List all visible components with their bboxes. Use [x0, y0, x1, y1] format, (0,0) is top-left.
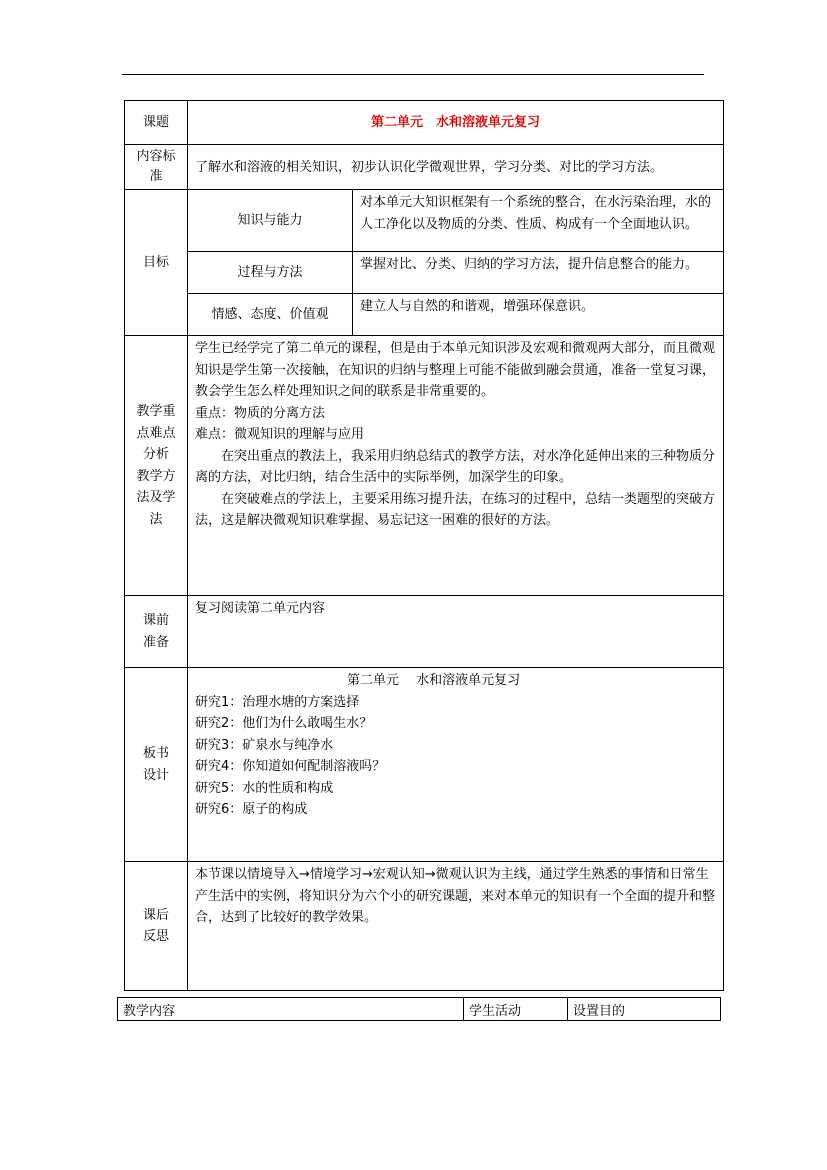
prep-text: 复习阅读第二单元内容 — [188, 596, 724, 668]
prep-label — [125, 596, 188, 668]
standard-text: 了解水和溶液的相关知识，初步认识化学微观世界，学习分类、对比的学习方法。 — [188, 145, 724, 190]
board-item: 研究2：他们为什么敢喝生水？ — [195, 716, 373, 731]
standard-label-line-2: 准 — [149, 169, 163, 184]
goal-name-process: 过程与方法 — [188, 252, 353, 294]
board-item: 研究5：水的性质和构成 — [195, 780, 334, 796]
activity-table-header — [117, 997, 721, 1021]
analysis-paragraph-1: 学生已经学完了第二单元的课程，但是由于本单元知识涉及宏观和微观两大部分，而且微观知识是学生第一次接触，在知识的归纳与整理上可能不能做到融会贯通，准备一堂复习课，教会学生怎么样处理知识之间的联系是非常重要的。 — [195, 341, 716, 399]
goal-row-2 — [125, 252, 724, 294]
goal-name-emotion: 情感、态度、价值观 — [188, 294, 353, 336]
board-content — [188, 668, 724, 862]
reflection-text: 本节课以情境导入→情境学习→宏观认知→微观认识为主线，通过学生熟悉的事情和日常生产生活中的实例，将知识分为六个小的研究课题，来对本单元的知识有一个全面的提升和整合，达到了比较好的教学效果。 — [188, 862, 724, 991]
board-label-line-2: 设计 — [142, 767, 169, 783]
analysis-label-line-6: 法 — [149, 511, 163, 527]
reflection-label-line-2: 反思 — [142, 929, 169, 944]
title-row — [125, 101, 724, 145]
goal-name-knowledge: 知识与能力 — [188, 190, 353, 252]
analysis-paragraph-2: 在突出重点的教法上，我采用归纳总结式的教学方法，对水净化延伸出来的三种物质分离的方法，对比归纳，结合生活中的实际举例，加深学生的印象。 — [195, 448, 716, 485]
student-activity-header: 学生活动 — [464, 998, 568, 1021]
analysis-content — [188, 336, 724, 596]
reflection-label-line-1: 课后 — [142, 907, 169, 923]
analysis-label-line-2: 点难点 — [136, 425, 176, 441]
board-label — [125, 668, 188, 862]
analysis-difficulty: 难点：微观知识的理解与应用 — [195, 427, 365, 442]
board-heading: 第二单元 水和溶液单元复习 — [346, 673, 521, 688]
standard-label — [125, 145, 188, 190]
header-rule — [122, 74, 704, 75]
teaching-content-header: 教学内容 — [118, 998, 464, 1021]
lesson-plan-table — [124, 100, 724, 991]
board-label-line-1: 板书 — [142, 746, 169, 761]
reflection-row — [125, 862, 724, 991]
board-row — [125, 668, 724, 862]
title-label: 课题 — [125, 101, 188, 145]
goal-text-emotion: 建立人与自然的和谐观，增强环保意识。 — [353, 294, 724, 336]
board-item: 研究4：你知道如何配制溶液吗？ — [195, 759, 386, 774]
lesson-title: 第二单元 水和溶液单元复习 — [188, 101, 724, 145]
analysis-label-line-1: 教学重 — [136, 404, 176, 419]
activity-header-row — [118, 998, 721, 1021]
analysis-label — [125, 336, 188, 596]
analysis-label-line-3: 分析 — [142, 447, 169, 462]
purpose-header: 设置目的 — [568, 998, 721, 1021]
board-item: 研究6：原子的构成 — [195, 802, 308, 817]
analysis-label-line-4: 教学方 — [136, 468, 176, 484]
goal-text-process: 掌握对比、分类、归纳的学习方法，提升信息整合的能力。 — [353, 252, 724, 294]
prep-row — [125, 596, 724, 668]
goal-row-3 — [125, 294, 724, 336]
goal-text-knowledge: 对本单元大知识框架有一个系统的整合，在水污染治理，水的人工净化以及物质的分类、性质、构成有一个全面地认识。 — [353, 190, 724, 252]
prep-label-line-1: 课前 — [142, 613, 169, 628]
analysis-row — [125, 336, 724, 596]
analysis-key-point: 重点：物质的分离方法 — [195, 405, 326, 421]
board-item: 研究1：治理水塘的方案选择 — [195, 694, 360, 710]
board-item: 研究3：矿泉水与纯净水 — [195, 737, 334, 753]
analysis-label-line-5: 法及学 — [136, 490, 176, 505]
analysis-paragraph-3: 在突破难点的学法上，主要采用练习提升法，在练习的过程中，总结一类题型的突破方法，这是解决微观知识难掌握、易忘记这一困难的很好的方法。 — [195, 491, 716, 528]
standard-label-line-1: 内容标 — [136, 149, 176, 164]
goal-label: 目标 — [125, 190, 188, 336]
reflection-label — [125, 862, 188, 991]
goal-row-1 — [125, 190, 724, 252]
prep-label-line-2: 准备 — [142, 634, 169, 650]
standard-row — [125, 145, 724, 190]
